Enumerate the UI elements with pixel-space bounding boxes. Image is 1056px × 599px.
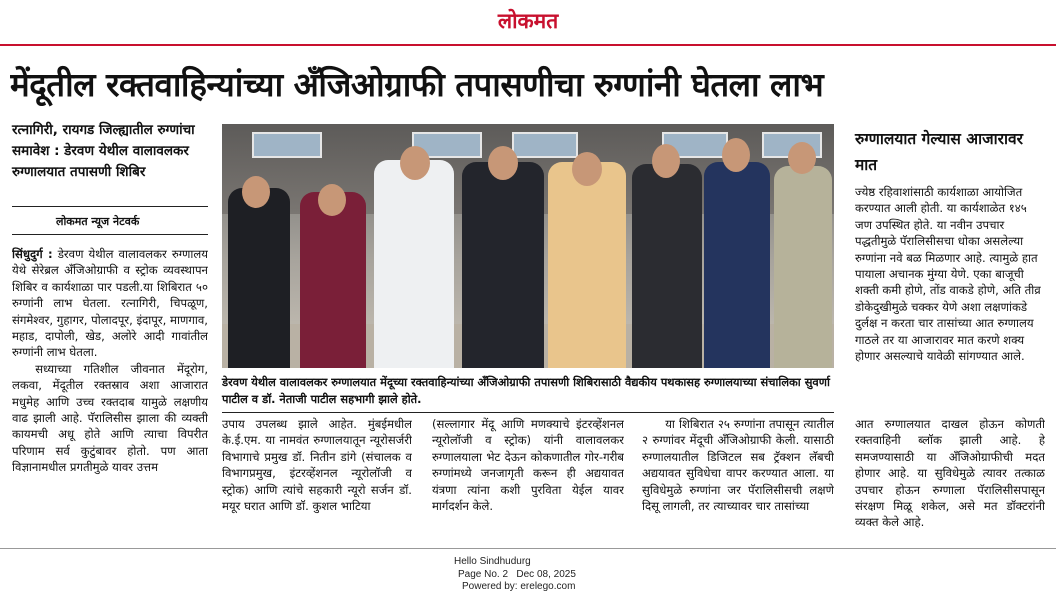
photo-caption: डेरवण येथील वालावलकर रुग्णालयात मेंदूच्या रक्तवाहिन्यांच्या अँजिओग्राफी तपासणी शिबिरासाठी वैद्यकीय पथकासह रुग्णालयाच्या संचालिका सुवर्णा पाटील व डॉ. नेताजी पाटील सहभागी झाले होते. (222, 375, 830, 406)
photo-person-head (652, 144, 680, 178)
photo-person-head (572, 152, 602, 186)
article-headline: मेंदूतील रक्तवाहिन्यांच्या अँजिओग्राफी तपासणीचा रुग्णांनी घेतला लाभ (10, 65, 824, 104)
footer-date: Dec 08, 2025 (516, 568, 576, 580)
photo-person (300, 192, 366, 368)
photo-person (704, 162, 770, 368)
right-column-subhead: रुग्णालयात गेल्यास आजारावर मात (855, 130, 1023, 174)
photo-person-head (318, 184, 346, 216)
photo-person-head (722, 138, 750, 172)
right-column-paragraph-1: ज्येष्ठ रहिवाशांसाठी कार्यशाळा आयोजित करण्यात आली होती. या कार्यशाळेत १४५ जण उपस्थित होते. या नवीन उपचार पद्धतीमुळे पॅरालिसीसचा धोका असलेल्या रुग्णांना नवे बळ मिळणार आहे. त्यामुळे हात पायाला अचानक मुंग्या येणे. एका बाजूची शक्ती कमी होणे, तोंड वाकडे होणे, अति तीव्र डोकेदुखीमुळे चक्कर येणे अशा लक्षणांकडे दुर्लक्ष न करता चार तासांच्या आत रुग्णालय गाठले तर या आजारावर मात करणे शक्य होणार असल्याचे यावेळी सांगण्यात आले. (855, 185, 1041, 364)
footer-page-number: Page No. 2 (458, 568, 509, 580)
photo-person (632, 164, 702, 368)
article-column-2: उपाय उपलब्ध झाले आहेत. मुंबईमधील के.ई.एम. या नामवंत रुग्णालयातून न्यूरोसर्जरी विभागाचे प्रमुख डॉ. नितीन डांगे (संचालक व विभागप्रमुख, इंटरव्हेंशनल न्यूरोलॉजी व स्ट्रोक) आणि त्यांचे सहकारी न्यूरो सर्जन डॉ. मयूर घरात आणि डॉ. कुशल भाटिया (222, 417, 412, 514)
photo-person-head (788, 142, 816, 174)
photo-window (252, 132, 322, 158)
photo-person-head (400, 146, 430, 180)
page-bottom-divider (0, 548, 1056, 549)
article-photo[interactable] (222, 124, 834, 368)
column-1-paragraph-2: सध्याच्या गतिशील जीवनात मेंदूरोग, लकवा, मेंदूतील रक्तस्राव अशा आजारात मधुमेह आणि उच्च रक्तदाब यामुळे लक्षणीय वाढ झाली आहे. पॅरालिसीस झाला की व्यक्ती कायमची अधू होते आणि त्याचा विपरीत परिणाम सर्व कुटुंबावर होतो. पण आता विज्ञानामधील प्रगतीमुळे यावर उत्तम (12, 361, 208, 475)
footer-edition: Hello Sindhudurg (454, 556, 531, 567)
article-column-4: या शिबिरात २५ रुग्णांना तपासून त्यातील २ रुग्णांवर मेंदूची अँजिओग्राफी केली. यासाठी रुग्णालयातील डिजिटल सब ट्रॅक्शन लॅबची अद्ययावत सुविधेचा वापर करण्यात आला. या सुविधेमुळे रुग्णांना जर पॅरालिसीसची लक्षणे दिसू लागली, तर त्याच्यावर चार तासांच्या (642, 417, 834, 514)
subhead-divider (12, 206, 208, 207)
footer-powered-by[interactable]: Powered by: erelego.com (462, 581, 576, 592)
photo-window (512, 132, 578, 158)
column-1-paragraph-1: डेरवण येथील वालावलकर रुग्णालय येथे सेरेब्रल अँजिओग्राफी व स्ट्रोक व्यवस्थापन शिबिर व कार्यशाळा पार पडली.या शिबिरात ५० रुग्णांनी लाभ घेतला. रत्नागिरी, चिपळूण, संगमेश्वर, गुहागर, पोलादपूर, इंदापूर, माणगाव, महाड, दापोली, खेड, अलोरे आदी गावांतील रुग्णांनी लाभ घेतला. (12, 247, 208, 360)
photo-person-head (242, 176, 270, 208)
photo-person-head (488, 146, 518, 180)
article-subhead: रत्नागिरी, रायगड जिल्ह्यातील रुग्णांचा समावेश : डेरवण येथील वालावलकर रुग्णालयात तपासणी शिबिर (12, 122, 195, 180)
article-column-3: (सल्लागार मेंदू आणि मणक्याचे इंटरव्हेंशनल न्यूरोलॉजी व स्ट्रोक) यांनी वालावलकर रुग्णालयाला भेट देऊन कोकणातील गोर-गरीब रुग्णांमध्ये जनजागृती करून ही अद्ययावत यंत्रणा त्यांना कशी पुरविता येईल यावर मार्गदर्शन केले. (432, 417, 624, 514)
masthead (0, 0, 1056, 46)
photo-person (462, 162, 544, 368)
dateline: सिंधुदुर्ग : (12, 247, 53, 261)
article-column-1 (12, 246, 208, 542)
photo-person (548, 162, 626, 368)
newspaper-logo[interactable]: लोकमत (497, 8, 559, 33)
photo-person (774, 166, 832, 368)
photo-person (374, 160, 454, 368)
byline-divider (12, 234, 208, 235)
caption-divider (222, 412, 834, 413)
article-byline: लोकमत न्यूज नेटवर्क (56, 215, 140, 228)
page-footer (420, 556, 620, 596)
right-column-paragraph-2: आत रुग्णालयात दाखल होऊन कोणती रक्तवाहिनी ब्लॉक झाली आहे. हे समजण्यासाठी या अँजिओग्राफीची मदत होणार आहे. या सुविधेमुळे त्यावर तत्काळ उपचार होऊन रुग्णाला पॅरालिसीसपासून संरक्षण मिळू शकेल, असे मत डॉक्टरांनी व्यक्त केले आहे. (855, 417, 1045, 530)
photo-person (228, 188, 290, 368)
